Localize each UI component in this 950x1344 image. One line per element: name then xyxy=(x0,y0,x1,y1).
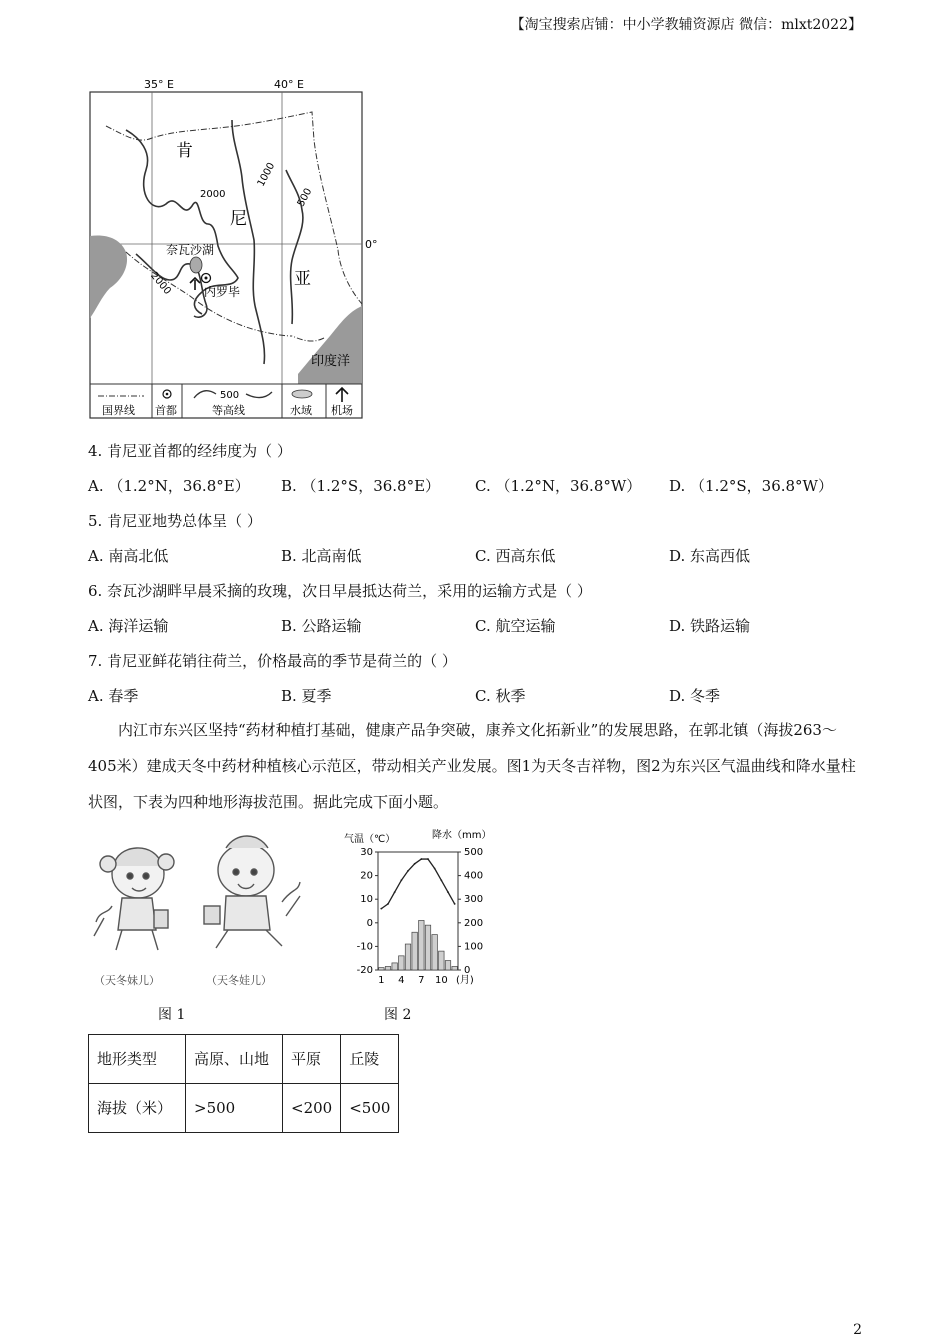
chart-temperature-point xyxy=(440,879,442,881)
chart-temperature-point xyxy=(434,868,436,870)
chart-temperature-point xyxy=(400,879,402,881)
kenya-map xyxy=(86,74,386,424)
table-cell: 海拔（米） xyxy=(89,1084,186,1133)
country-char-3: 亚 xyxy=(294,269,311,289)
chart-temperature-point xyxy=(427,858,429,860)
q6-option-c[interactable]: C. 航空运输 xyxy=(475,617,556,635)
lake-shape xyxy=(190,257,202,273)
legend-contour-value: 500 xyxy=(220,390,240,401)
chart-temperature-point xyxy=(447,891,449,893)
table-cell: <200 xyxy=(283,1084,341,1133)
lon-label-35: 35° E xyxy=(144,78,174,91)
q7-option-b[interactable]: B. 夏季 xyxy=(281,687,332,705)
q5-option-c[interactable]: C. 西高东低 xyxy=(475,547,556,565)
chart-temperature-point xyxy=(407,870,409,872)
chart-ylabel-right: 降水（mm） xyxy=(432,830,492,841)
legend-water: 水域 xyxy=(290,404,312,417)
chart-bar xyxy=(425,925,430,970)
table-cell: >500 xyxy=(186,1084,283,1133)
chart-plot-frame xyxy=(378,852,458,970)
contour-label-500: 500 xyxy=(295,186,315,209)
mascot-boy-illustration xyxy=(204,836,300,948)
table-row xyxy=(89,1035,399,1084)
mascot-girl-illustration xyxy=(94,848,174,950)
chart-ytick-left-label: -20 xyxy=(356,965,373,976)
chart-bar xyxy=(412,932,417,970)
chart-bar xyxy=(445,961,450,970)
chart-bar xyxy=(452,966,457,970)
capital-label: 内罗毕 xyxy=(204,285,241,299)
q7-option-a[interactable]: A. 春季 xyxy=(88,687,139,705)
page-header: 【淘宝搜索店铺：中小学教辅资源店 微信：mlxt2022】 xyxy=(510,17,862,33)
table-header-cell: 丘陵 xyxy=(341,1035,399,1084)
table-row xyxy=(89,1084,399,1133)
page-number: 2 xyxy=(853,1322,862,1338)
figure1-caption: 图 1 xyxy=(158,1007,186,1023)
chart-ylabel-left: 气温（℃） xyxy=(344,834,396,845)
mascot-girl-label: （天冬妹儿） xyxy=(94,974,160,987)
table-header-cell: 高原、山地 xyxy=(186,1035,283,1084)
q6-option-b[interactable]: B. 公路运输 xyxy=(281,617,362,635)
q4-option-d[interactable]: D. （1.2°S，36.8°W） xyxy=(669,477,833,495)
chart-ytick-right-label: 0 xyxy=(464,965,471,976)
chart-temperature-point xyxy=(414,863,416,865)
figure2-climate-chart xyxy=(340,826,510,996)
chart-ytick-left-label: 10 xyxy=(360,894,373,906)
chart-ytick-right-label: 100 xyxy=(464,941,484,953)
lat-label: 0° xyxy=(365,238,378,251)
passage xyxy=(88,712,862,820)
legend-water-icon xyxy=(292,390,312,398)
legend-airport: 机场 xyxy=(331,404,353,417)
q5-option-d[interactable]: D. 东高西低 xyxy=(669,547,751,565)
q5-option-a[interactable]: A. 南高北低 xyxy=(88,547,169,565)
country-char-1: 肯 xyxy=(176,141,193,161)
question-4-stem: 4. 肯尼亚首都的经纬度为（ ） xyxy=(88,442,292,460)
chart-ytick-left-label: 30 xyxy=(360,847,373,858)
chart-temperature-point xyxy=(387,903,389,905)
chart-temperature-point xyxy=(394,891,396,893)
chart-temperature-line xyxy=(381,859,454,909)
chart-bar xyxy=(419,920,424,970)
chart-ytick-left-label: 0 xyxy=(366,917,373,929)
figure1-mascots xyxy=(86,826,306,996)
chart-bar xyxy=(379,968,384,970)
chart-bar xyxy=(432,935,437,970)
legend-border: 国界线 xyxy=(102,404,135,417)
chart-xtick-label: 1 xyxy=(378,975,385,986)
mascot-boy-label: （天冬娃儿） xyxy=(206,974,272,987)
chart-bar xyxy=(399,956,404,970)
chart-xunit-label: (月) xyxy=(456,975,474,986)
legend-capital: 首都 xyxy=(155,404,177,417)
lon-label-40: 40° E xyxy=(274,78,304,91)
ocean-label: 印度洋 xyxy=(311,354,351,369)
chart-ytick-left-label: 20 xyxy=(360,870,373,882)
q4-option-a[interactable]: A. （1.2°N，36.8°E） xyxy=(88,477,250,495)
chart-xtick-label: 7 xyxy=(418,975,425,986)
question-7-stem: 7. 肯尼亚鲜花销往荷兰，价格最高的季节是荷兰的（ ） xyxy=(88,652,457,670)
chart-bar xyxy=(392,963,397,970)
table-header-cell: 平原 xyxy=(283,1035,341,1084)
elevation-table xyxy=(88,1034,399,1133)
chart-bar xyxy=(439,951,444,970)
q5-option-b[interactable]: B. 北高南低 xyxy=(281,547,362,565)
chart-ytick-left-label: -10 xyxy=(356,941,373,953)
chart-ytick-right-label: 500 xyxy=(464,847,484,858)
chart-xtick-label: 4 xyxy=(398,975,405,986)
figure2-caption: 图 2 xyxy=(384,1007,412,1023)
contour-label-1000: 1000 xyxy=(255,160,278,189)
passage-text: 内江市东兴区坚持“药材种植打基础，健康产品争突破，康养文化拓新业”的发展思路，在郭北镇（海拔263～405米）建成天冬中药材种植核心示范区，带动相关产业发展。图1为天冬吉祥物，图2为东兴区气温曲线和降水量柱状图，下表为四种地形海拔范围。据此完成下面小题。 xyxy=(88,721,856,811)
q7-option-c[interactable]: C. 秋季 xyxy=(475,687,526,705)
table-cell: <500 xyxy=(341,1084,399,1133)
chart-ytick-right-label: 300 xyxy=(464,894,484,906)
chart-ytick-right-label: 200 xyxy=(464,917,484,929)
chart-temperature-point xyxy=(380,908,382,910)
question-6-stem: 6. 奈瓦沙湖畔早晨采摘的玫瑰，次日早晨抵达荷兰，采用的运输方式是（ ） xyxy=(88,582,592,600)
table-header-cell: 地形类型 xyxy=(89,1035,186,1084)
lake-label: 奈瓦沙湖 xyxy=(166,243,215,257)
chart-ytick-right-label: 400 xyxy=(464,870,484,882)
question-5-stem: 5. 肯尼亚地势总体呈（ ） xyxy=(88,512,262,530)
legend-contour: 等高线 xyxy=(212,404,245,417)
contour-label-2000-b: 2000 xyxy=(148,270,173,297)
q4-option-b[interactable]: B. （1.2°S，36.8°E） xyxy=(281,477,441,495)
q4-option-c[interactable]: C. （1.2°N，36.8°W） xyxy=(475,477,642,495)
country-char-2: 尼 xyxy=(230,209,247,229)
chart-temperature-point xyxy=(420,858,422,860)
q7-option-d[interactable]: D. 冬季 xyxy=(669,687,721,705)
contour-label-2000: 2000 xyxy=(200,189,226,200)
chart-bar xyxy=(405,944,410,970)
q6-option-d[interactable]: D. 铁路运输 xyxy=(669,617,751,635)
chart-temperature-point xyxy=(454,903,456,905)
q6-option-a[interactable]: A. 海洋运输 xyxy=(88,617,169,635)
chart-xtick-label: 10 xyxy=(434,975,448,986)
chart-bar xyxy=(385,966,390,970)
